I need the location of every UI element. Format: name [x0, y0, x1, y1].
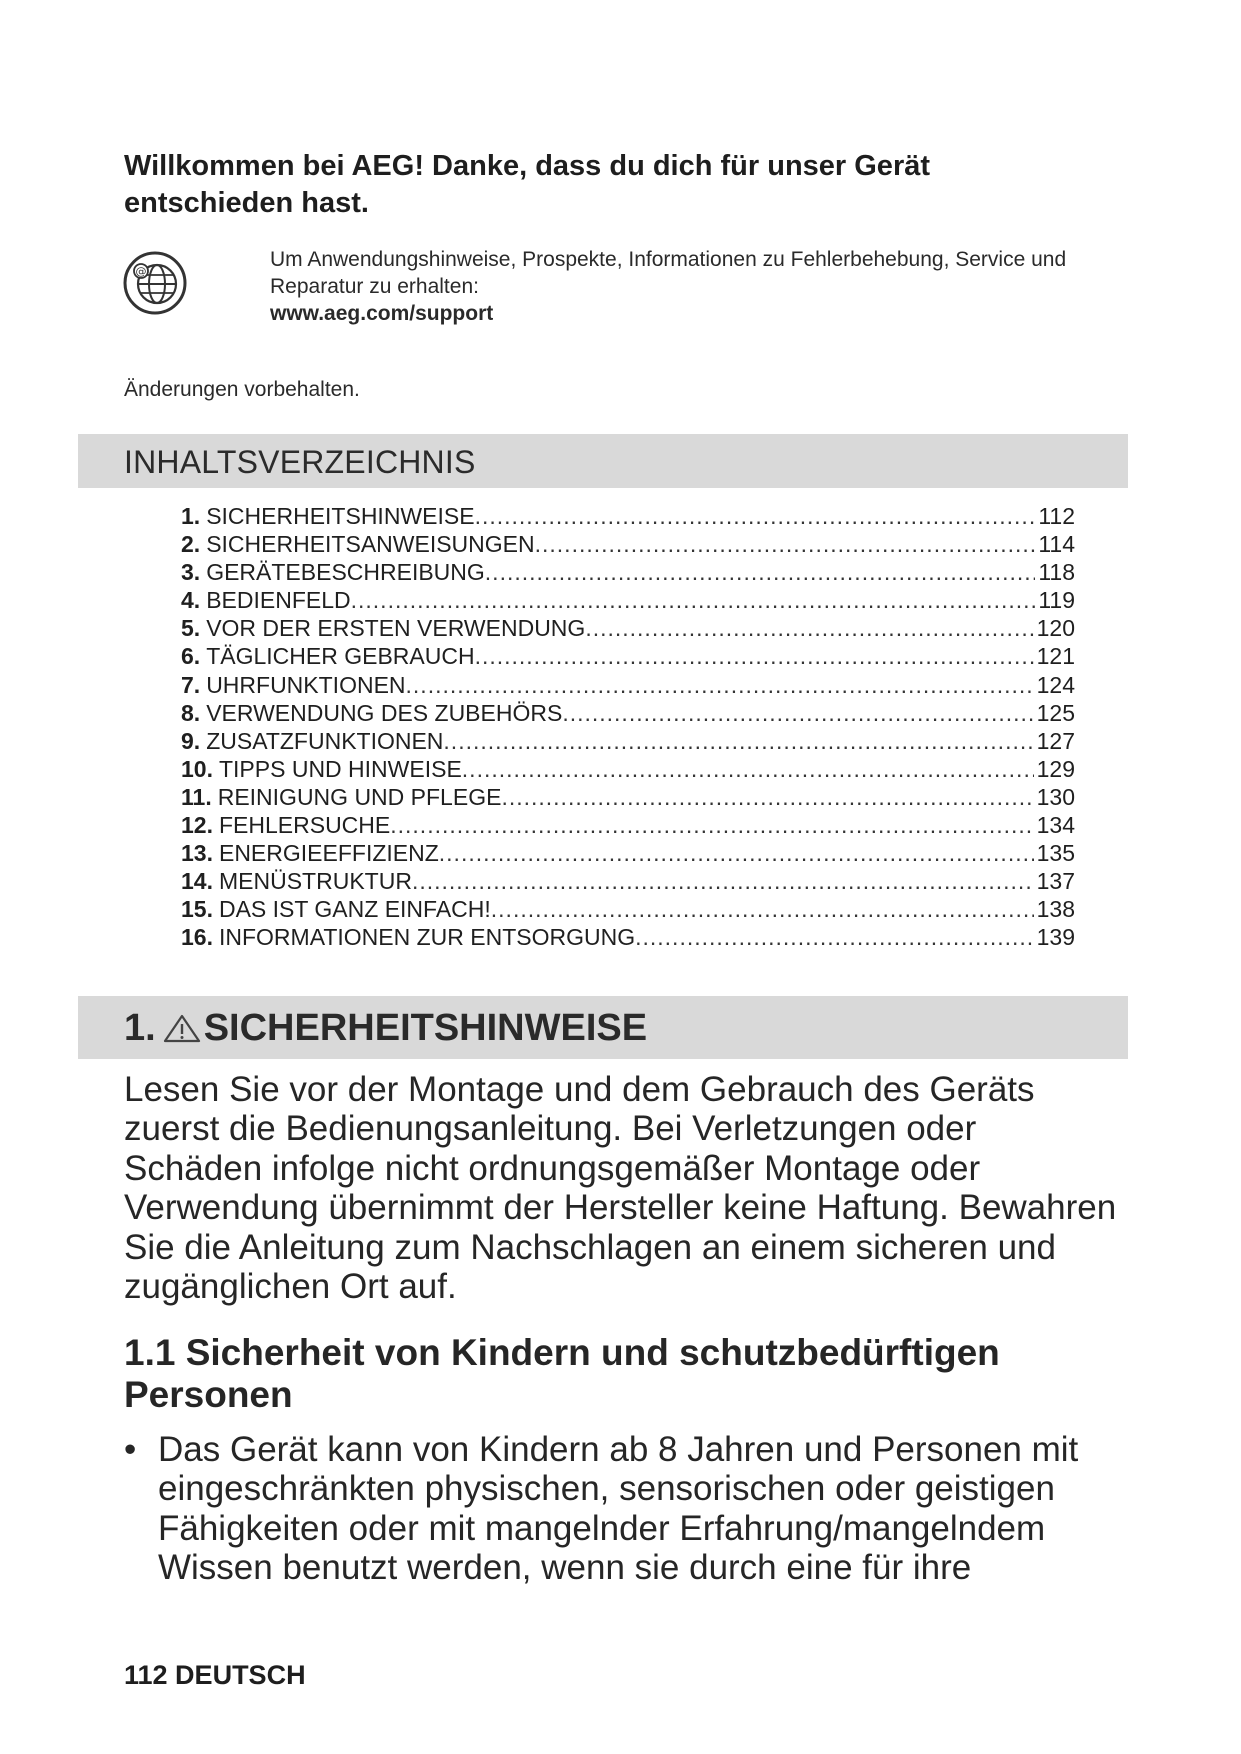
toc-entry-label: ZUSATZFUNKTIONEN	[206, 727, 444, 754]
toc-entry-page: 120	[1036, 615, 1075, 642]
toc-entry-page: 127	[1036, 727, 1075, 754]
toc-entry-number: 16.	[181, 924, 213, 951]
toc-title: INHALTSVERZEICHNIS	[124, 444, 476, 480]
toc-entry-leader	[351, 586, 1036, 614]
toc-entry-leader	[585, 614, 1033, 642]
page-footer: 112 DEUTSCH	[124, 1660, 306, 1690]
toc-entry-label: SICHERHEITSANWEISUNGEN	[206, 531, 535, 558]
toc-entry-page: 129	[1036, 755, 1075, 782]
toc-entry-page: 130	[1036, 783, 1075, 810]
toc-entry-number: 9.	[181, 727, 201, 754]
toc-entry-leader	[475, 642, 1034, 670]
toc-entry[interactable]	[181, 867, 1075, 895]
toc-entry-page: 124	[1036, 671, 1075, 698]
toc-entry-page: 114	[1038, 531, 1075, 558]
toc-entry-leader	[485, 558, 1036, 586]
toc-entry-number: 15.	[181, 896, 213, 923]
toc-entry[interactable]	[181, 727, 1075, 755]
toc-entry-label: REINIGUNG UND PFLEGE	[217, 783, 502, 810]
bullet-symbol: •	[124, 1430, 137, 1469]
toc-entry-number: 12.	[181, 812, 213, 839]
toc-entry[interactable]	[181, 699, 1075, 727]
globe-support-icon	[122, 250, 188, 316]
toc-entry-number: 10.	[181, 755, 213, 782]
table-of-contents	[181, 502, 1075, 952]
toc-entry-number: 5.	[181, 615, 201, 642]
toc-entry-label: VERWENDUNG DES ZUBEHÖRS	[206, 699, 563, 726]
toc-entry-label: ENERGIEEFFIZIENZ	[218, 840, 439, 867]
warning-triangle-icon	[162, 1013, 202, 1043]
toc-entry-label: SICHERHEITSHINWEISE	[206, 503, 475, 529]
toc-entry-page: 118	[1038, 559, 1075, 586]
support-url-link[interactable]: www.aeg.com/support	[270, 302, 494, 325]
toc-entry-label: GERÄTEBESCHREIBUNG	[206, 559, 485, 586]
toc-entry[interactable]	[181, 614, 1075, 642]
toc-entry-page: 139	[1036, 924, 1075, 951]
toc-entry-page: 134	[1036, 812, 1075, 839]
toc-entry-label: UHRFUNKTIONEN	[206, 671, 406, 698]
toc-entry-label: MENÜSTRUKTUR	[218, 868, 412, 895]
toc-entry[interactable]	[181, 558, 1075, 586]
section-intro-paragraph: Lesen Sie vor der Montage und dem Gebrauch des Geräts zuerst die Bedienungsanleitung. Bei Verletzungen oder Schäden infolge nicht ordnungsgemäßer Montage oder Verwendung übernimmt der Hersteller keine Haftung. Bewahren Sie die Anleitung zum Nachschlagen an einem sicheren und zugänglichen Ort auf.	[124, 1070, 1117, 1307]
toc-entry-leader	[390, 811, 1033, 839]
bullet-item	[124, 1430, 1124, 1588]
toc-entry[interactable]	[181, 839, 1075, 867]
changes-note: Änderungen vorbehalten.	[124, 378, 360, 401]
toc-entry-label: FEHLERSUCHE	[218, 812, 391, 839]
toc-entry[interactable]	[181, 586, 1075, 614]
toc-entry[interactable]	[181, 895, 1075, 923]
toc-entry-leader	[475, 502, 1036, 530]
toc-entry-leader	[443, 727, 1033, 755]
toc-entry[interactable]	[181, 502, 1075, 530]
toc-entry[interactable]	[181, 642, 1075, 670]
support-text: Um Anwendungshinweise, Prospekte, Informationen zu Fehlerbehebung, Service und Reparatur zu erhalten:	[270, 248, 1067, 298]
toc-entry-page: 137	[1036, 868, 1075, 895]
welcome-heading: Willkommen bei AEG! Danke, dass du dich für unser Gerät entschieden hast.	[124, 150, 931, 219]
toc-entry-page: 121	[1036, 643, 1075, 670]
toc-entry-number: 6.	[181, 643, 201, 670]
toc-entry[interactable]	[181, 923, 1075, 951]
section-title	[124, 1004, 647, 1052]
toc-entry-leader	[635, 923, 1034, 951]
toc-entry-label: VOR DER ERSTEN VERWENDUNG	[206, 615, 586, 642]
toc-entry[interactable]	[181, 755, 1075, 783]
toc-entry[interactable]	[181, 671, 1075, 699]
toc-entry-leader	[406, 671, 1034, 699]
toc-entry-number: 2.	[181, 531, 201, 558]
toc-entry-label: INFORMATIONEN ZUR ENTSORGUNG	[218, 924, 636, 951]
svg-text:@: @	[135, 265, 147, 278]
toc-entry-page: 135	[1036, 840, 1075, 867]
toc-entry-page: 138	[1036, 896, 1075, 923]
toc-entry-label: TÄGLICHER GEBRAUCH	[206, 643, 475, 670]
toc-entry-page: 125	[1036, 699, 1075, 726]
support-info	[270, 246, 1150, 327]
subsection-title: 1.1 Sicherheit von Kindern und schutzbedürftigen Personen	[124, 1332, 1000, 1415]
toc-entry-leader	[501, 783, 1033, 811]
toc-entry-label: BEDIENFELD	[206, 587, 351, 614]
toc-entry-number: 8.	[181, 699, 201, 726]
toc-entry-leader	[412, 867, 1034, 895]
toc-entry-number: 11.	[181, 783, 212, 810]
toc-entry[interactable]	[181, 530, 1075, 558]
section-title-text: SICHERHEITSHINWEISE	[203, 1007, 648, 1049]
toc-entry-label: DAS IST GANZ EINFACH!	[218, 896, 491, 923]
bullet-text: Das Gerät kann von Kindern ab 8 Jahren und Personen mit eingeschränkten physischen, sensorischen oder geistigen Fähigkeiten oder mit mangelnder Erfahrung/mangelndem Wissen benutzt werden, wenn sie durch eine für ihre	[158, 1430, 1079, 1588]
section-number: 1.	[124, 1007, 156, 1049]
toc-entry-label: TIPPS UND HINWEISE	[218, 755, 462, 782]
toc-entry-number: 3.	[181, 559, 201, 586]
toc-entry-page: 112	[1038, 503, 1075, 529]
toc-entry[interactable]	[181, 783, 1075, 811]
toc-entry-leader	[535, 530, 1036, 558]
toc-entry[interactable]	[181, 811, 1075, 839]
toc-entry-leader	[491, 895, 1034, 923]
toc-entry-page: 119	[1038, 587, 1075, 614]
toc-entry-number: 4.	[181, 587, 201, 614]
toc-entry-leader	[462, 755, 1034, 783]
toc-entry-leader	[439, 839, 1034, 867]
toc-entry-number: 7.	[181, 671, 201, 698]
toc-entry-leader	[562, 699, 1033, 727]
toc-entry-number: 13.	[181, 840, 213, 867]
toc-entry-number: 1.	[181, 503, 201, 529]
toc-entry-number: 14.	[181, 868, 213, 895]
